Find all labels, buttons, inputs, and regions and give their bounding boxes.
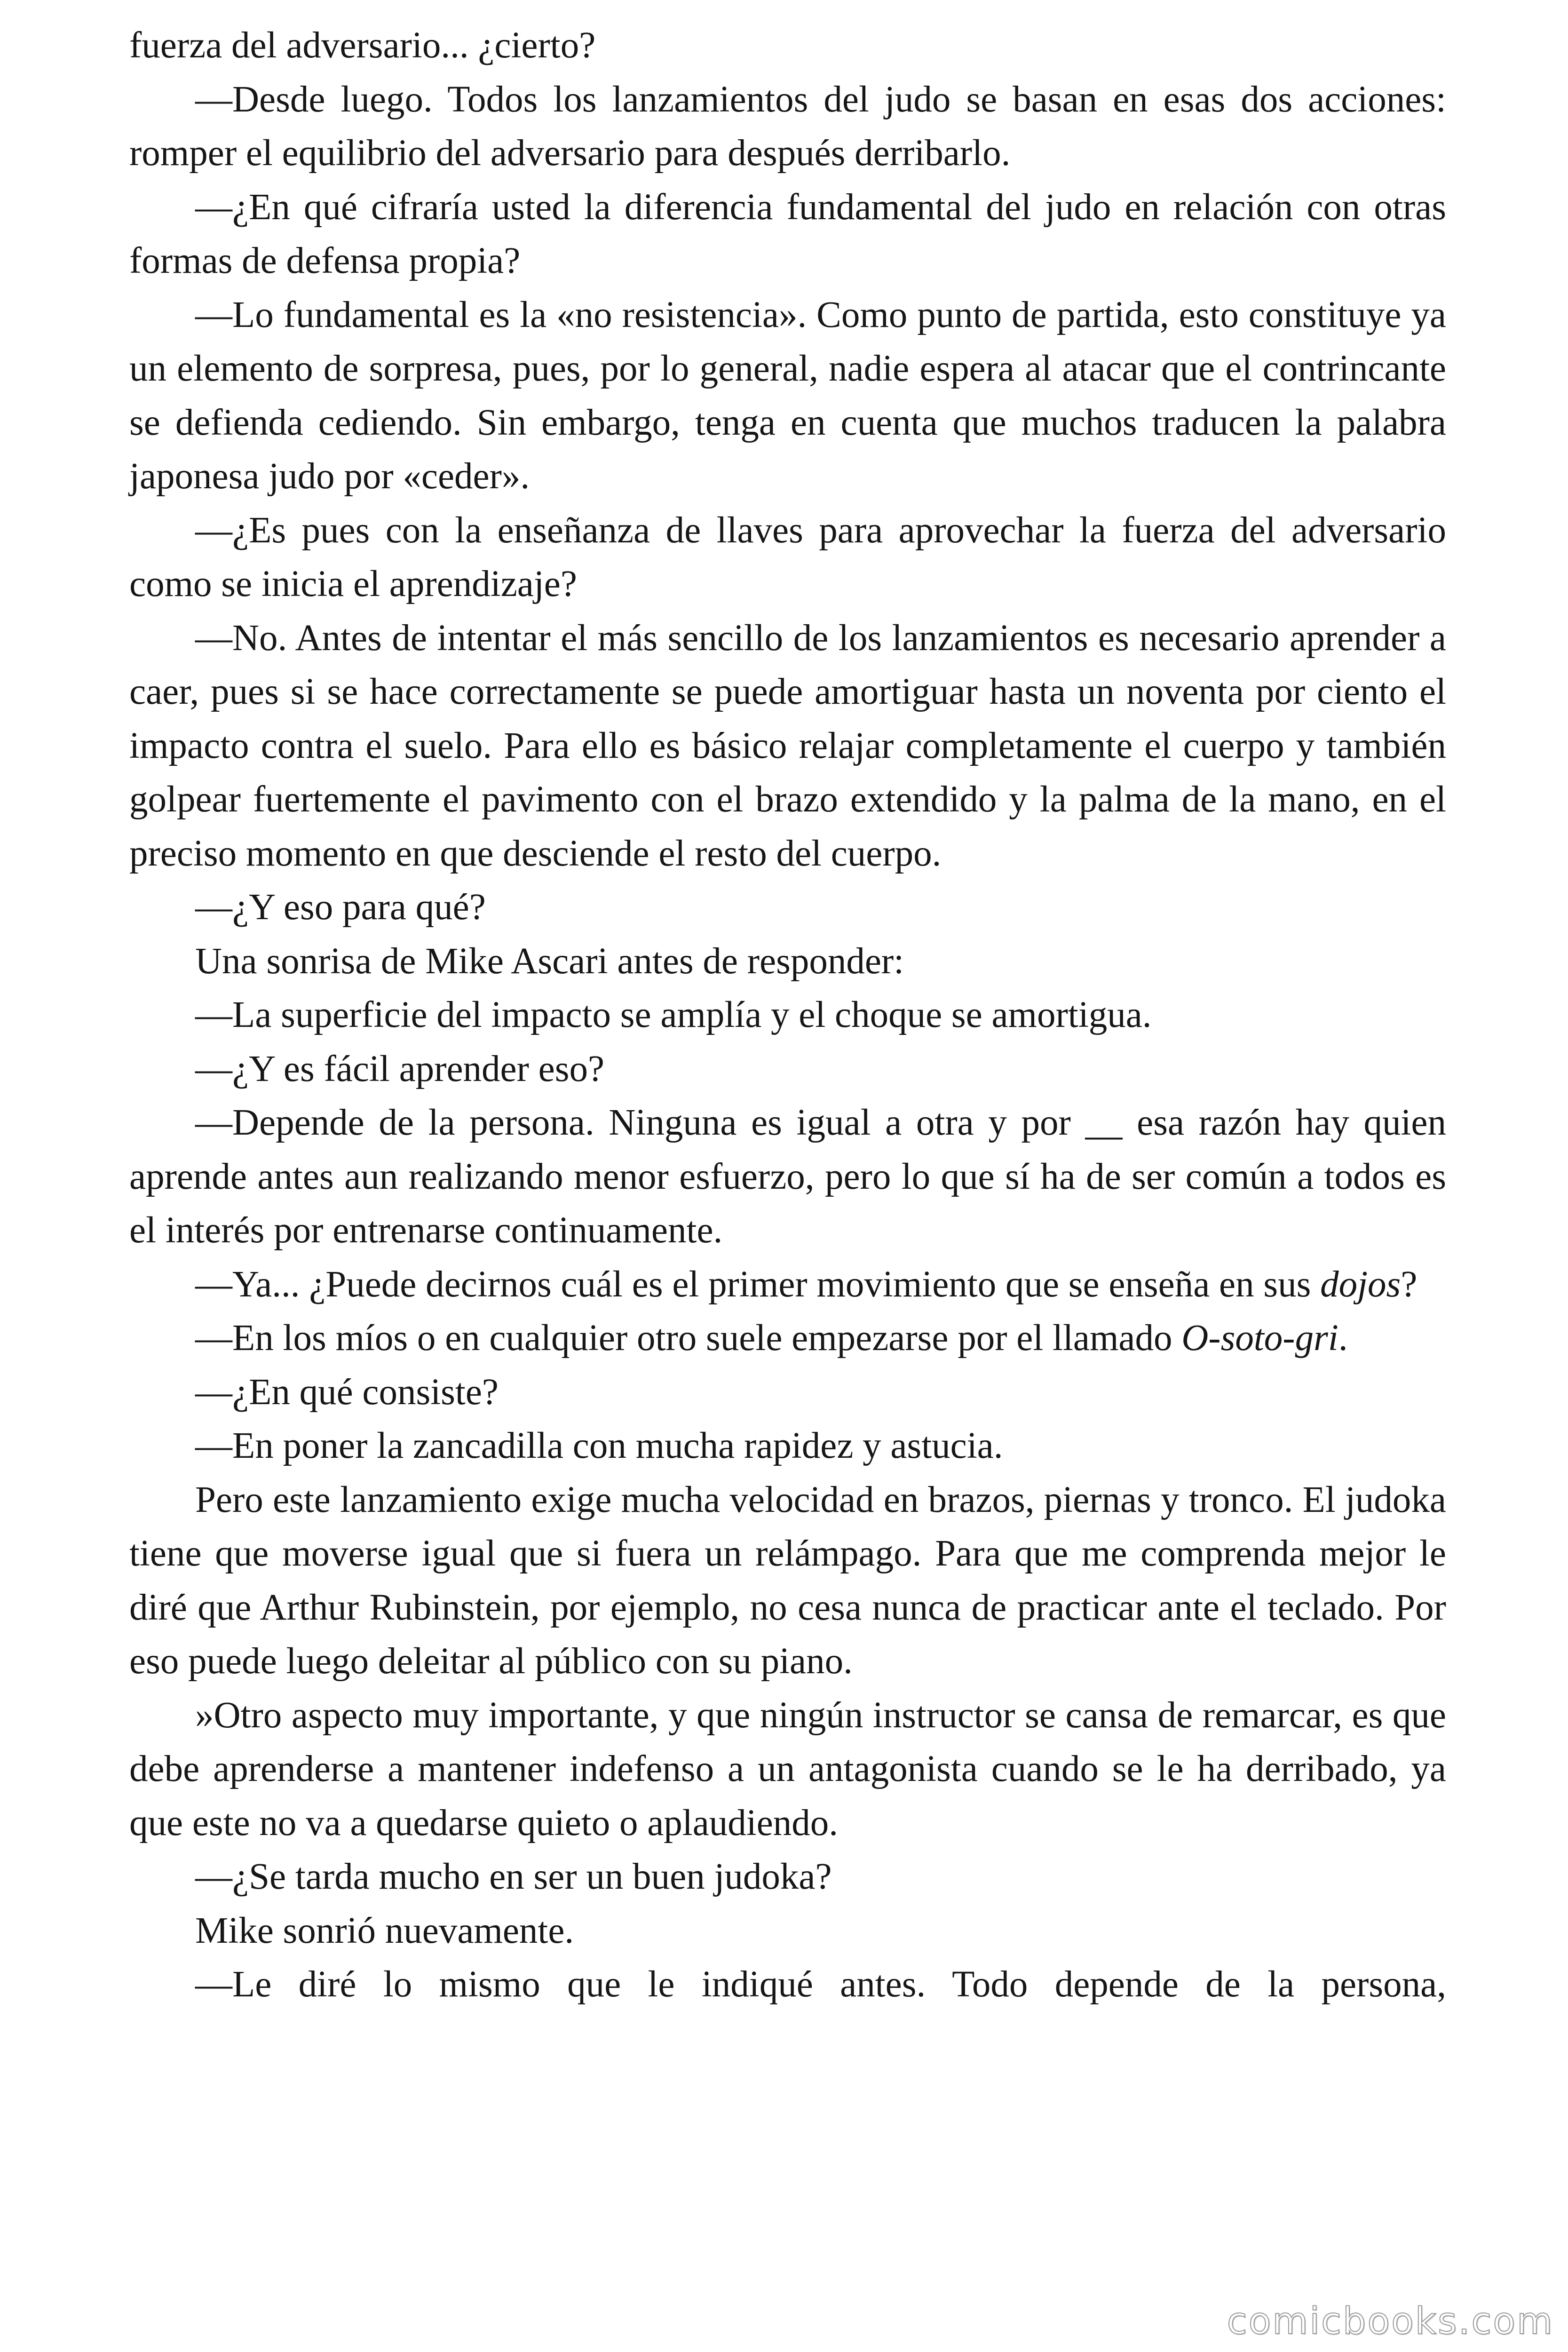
text-segment: —Depende de la persona. Ninguna es igual a otra y por __ esa razón hay quien aprende antes aun realizando menor esfuerzo, pero lo que sí ha de ser común a todos es el interés por entrenarse continuamente. [129,1102,1446,1251]
paragraph [129,1958,1446,2012]
text-segment: —¿En qué cifraría usted la diferencia fundamental del judo en relación con otras formas de defensa propia? [129,186,1446,281]
text-segment: —¿En qué consiste? [195,1371,499,1413]
text-segment: —En los míos o en cualquier otro suele empezarse por el llamado [195,1318,1182,1359]
paragraph [129,612,1446,881]
paragraph [129,504,1446,612]
paragraph [129,1850,1446,1904]
italic-text: O-soto-gri [1181,1318,1338,1359]
italic-text: dojos [1320,1263,1401,1305]
paragraph [129,1096,1446,1258]
text-segment: —Desde luego. Todos los lanzamientos del judo se basan en esas dos acciones: romper el equilibrio del adversario para después derribarlo. [129,79,1446,174]
paragraph [129,1419,1446,1473]
text-segment: —¿Se tarda mucho en ser un buen judoka? [195,1856,832,1897]
text-segment: —¿Y eso para qué? [195,887,486,928]
text-segment: —La superficie del impacto se amplía y el choque se amortigua. [195,994,1152,1035]
paragraph [129,1904,1446,1958]
paragraph [129,19,1446,73]
text-segment: . [1338,1318,1348,1359]
paragraph [129,1366,1446,1420]
text-segment: ? [1401,1263,1418,1305]
text-segment: Pero este lanzamiento exige mucha velocidad en brazos, piernas y tronco. El judoka tiene que moverse igual que si fuera un relámpago. Para que me comprenda mejor le diré que Arthur Rubinstein, por ejemplo, no cesa nunca de practicar ante el teclado. Por eso puede luego deleitar al público con su piano. [129,1479,1446,1682]
text-segment: —En poner la zancadilla con mucha rapidez y astucia. [195,1425,1003,1466]
paragraph [129,73,1446,181]
paragraph [129,1689,1446,1851]
text-segment: Una sonrisa de Mike Ascari antes de responder: [195,940,904,982]
text-segment: —Lo fundamental es la «no resistencia». Como punto de partida, esto constituye ya un elemento de sorpresa, pues, por lo general, nadie espera al atacar que el contrincante se defienda cediendo. Sin embargo, tenga en cuenta que muchos traducen la palabra japonesa judo por «ceder». [129,294,1446,497]
paragraph [129,1311,1446,1366]
paragraph [129,935,1446,989]
paragraph [129,288,1446,504]
paragraph [129,881,1446,935]
watermark: comicbooks.com [1227,2300,1554,2343]
text-segment: Mike sonrió nuevamente. [195,1910,574,1951]
paragraph [129,1042,1446,1097]
paragraph [129,181,1446,288]
text-segment: »Otro aspecto muy importante, y que ningún instructor se cansa de remarcar, es que debe aprenderse a mantener indefenso a un antagonista cuando se le ha derribado, ya que este no va a quedarse quieto o aplaudiendo. [129,1694,1446,1843]
paragraph [129,1473,1446,1689]
text-segment: —¿Es pues con la enseñanza de llaves para aprovechar la fuerza del adversario como se inicia el aprendizaje? [129,509,1446,604]
paragraph [129,1258,1446,1312]
paragraph [129,988,1446,1042]
text-segment: —¿Y es fácil aprender eso? [195,1048,605,1089]
text-segment: —Ya... ¿Puede decirnos cuál es el primer movimiento que se enseña en sus [195,1263,1321,1305]
text-segment: fuerza del adversario... ¿cierto? [129,25,596,66]
text-segment: —Le diré lo mismo que le indiqué antes. Todo depende de la persona, [195,1964,1446,2005]
book-page-body [129,19,1446,2012]
text-segment: —No. Antes de intentar el más sencillo de los lanzamientos es necesario aprender a caer, pues si se hace correctamente se puede amortiguar hasta un noventa por ciento el impacto contra el suelo. Para ello es básico relajar completamente el cuerpo y también golpear fuertemente el pavimento con el brazo extendido y la palma de la mano, en el preciso momento en que desciende el resto del cuerpo. [129,617,1446,874]
